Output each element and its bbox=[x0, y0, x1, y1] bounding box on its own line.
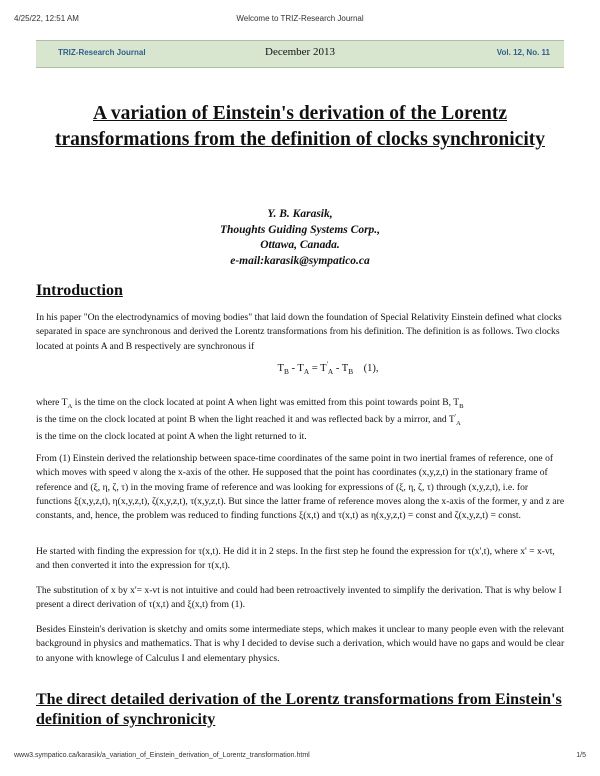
author-email[interactable]: e-mail:karasik@sympatico.ca bbox=[230, 254, 370, 267]
issue-date: December 2013 bbox=[265, 46, 335, 58]
print-footer bbox=[0, 752, 600, 766]
journal-banner bbox=[36, 40, 564, 68]
where-explanation: where $T_A$ is the time on the clock located at point A when light was emitted from this point towards point B, $T_B$ is the time on the clock located at point B when the light reached it and was reflected back by a mirror, and $T'_A$ is the time on the clock located at point A when the light returned to it. bbox=[36, 397, 464, 442]
intro-paragraph-5: Besides Einstein's derivation is sketchy and omits some intermediate steps, which makes it unclear to many people even with the relevant background in physics and mathematics. That is why I decided to devise such a derivation, which would have no gaps and would be clear to anyone with knowlege of Calculus I and elementary physics. bbox=[36, 624, 565, 664]
synchronicity-equation: $T_B - T_A = T'_A - T_B$ (1), bbox=[277, 359, 379, 377]
intro-paragraph-1: In his paper "On the electrodynamics of moving bodies" that laid down the foundation of Special Relativity Einstein defined what clocks separated in space are synchronous and derived the Lorentz transformations from his definition. The definition is as follows. Two clocks located at points A and B respectively are synchronous if bbox=[36, 312, 562, 352]
intro-paragraph-2: From (1) Einstein derived the relationship between space-time coordinates of the same point in two inertial frames of reference, one of which moves with speed v along the x-axis of the other. He supposed that the point has coordinates (x,y,z,t) in the stationary frame of reference and (ξ, η, ζ, τ) in the moving frame of reference and was looking for expressions of (ξ, η, ζ, τ) through (x,y,z,t), i.e. for functions ξ(x,y,z,t), η(x,y,z,t), ζ(x,y,z,t), τ(x,y,z,t). But since the latter frame of reference moves along the x-axis of the former, y and z are constants, and, hence, the problem was reduced to finding functions ξ(x,t) and τ(x,t) as η(x,y,z,t) = const and ζ(x,y,z,t) = const. bbox=[36, 453, 565, 522]
section2-heading: The direct detailed derivation of the Lorentz transformations from Einstein's definition of synchronicity bbox=[36, 691, 562, 728]
equation-label: (1), bbox=[363, 363, 379, 374]
print-header bbox=[0, 6, 600, 23]
page-number: 1/5 bbox=[576, 752, 586, 759]
intro-paragraph-3: He started with finding the expression for τ(x,t). He did it in 2 steps. In the first step he found the expression for τ(x',t), where x' = x-vt, and then converted it into the expression for τ(x,t). bbox=[36, 546, 555, 572]
author-organization: Thoughts Guiding Systems Corp., bbox=[219, 223, 381, 236]
print-page-title: Welcome to TRIZ-Research Journal bbox=[236, 14, 364, 23]
intro-heading: Introduction bbox=[36, 282, 123, 299]
intro-paragraph-4: The substitution of x by x'= x-vt is not intuitive and could had been retroactively invented to simplify the derivation. That is why below I present a direct derivation of τ(x,t) and ξ(x,t) from (1). bbox=[36, 585, 562, 611]
page-url[interactable]: www3.sympatico.ca/karasik/a_variation_of_Einstein_derivation_of_Lorentz_transformation.html bbox=[14, 752, 310, 759]
print-datetime: 4/25/22, 12:51 AM bbox=[14, 14, 79, 23]
volume-number: Vol. 12, No. 11 bbox=[496, 48, 550, 57]
author-block bbox=[0, 207, 600, 269]
author-name: Y. B. Karasik, bbox=[267, 208, 333, 220]
author-location: Ottawa, Canada. bbox=[260, 239, 340, 251]
article-title: A variation of Einstein's derivation of the Lorentz transformations from the definition of clocks synchronicity bbox=[54, 103, 545, 150]
journal-name[interactable]: TRIZ-Research Journal bbox=[58, 48, 146, 57]
